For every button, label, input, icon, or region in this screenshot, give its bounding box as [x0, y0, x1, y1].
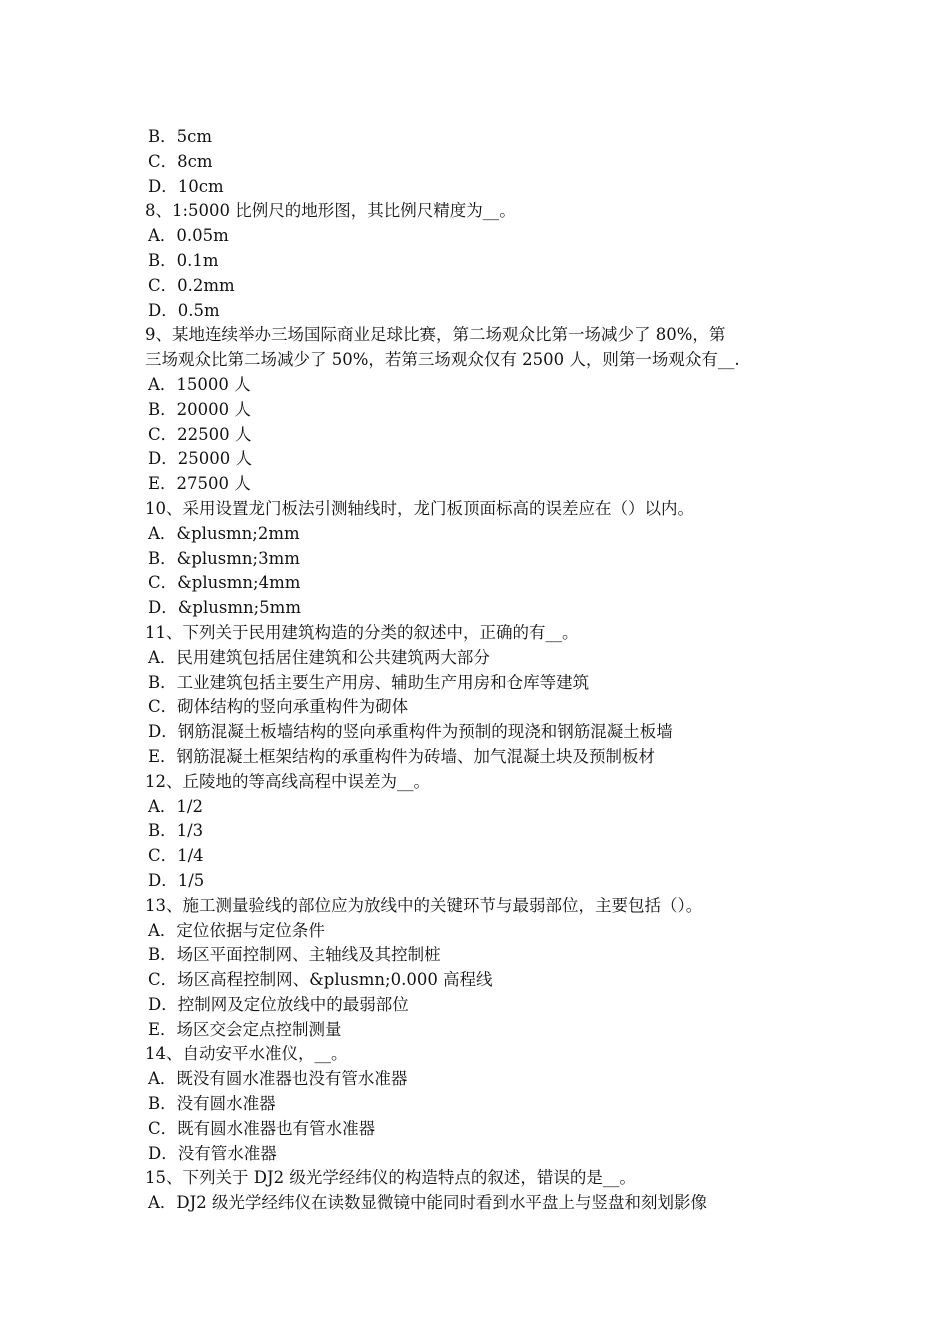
answer-option: A．1/2	[148, 796, 203, 816]
answer-option: B．0.1m	[148, 250, 219, 270]
answer-option: B．没有圆水准器	[148, 1094, 276, 1114]
answer-option: A．0.05m	[148, 226, 229, 246]
question-text: 8、1:5000 比例尺的地形图，其比例尺精度为__。	[145, 201, 516, 221]
answer-option: D．没有管水准器	[148, 1143, 277, 1163]
answer-option: A．既没有圆水准器也没有管水准器	[148, 1069, 408, 1089]
answer-option: D．25000 人	[148, 449, 252, 469]
answer-option: C．场区高程控制网、&plusmn;0.000 高程线	[148, 970, 493, 990]
answer-option: C．1/4	[148, 846, 204, 866]
question-text: 12、丘陵地的等高线高程中误差为__。	[145, 771, 430, 791]
answer-option: D．&plusmn;5mm	[148, 598, 301, 618]
answer-option: C．&plusmn;4mm	[148, 573, 301, 593]
answer-option: C．22500 人	[148, 424, 252, 444]
answer-option: D．1/5	[148, 870, 205, 890]
answer-option: A．民用建筑包括居住建筑和公共建筑两大部分	[148, 647, 490, 667]
answer-option: A．15000 人	[148, 374, 251, 394]
answer-option: C．0.2mm	[148, 275, 235, 295]
answer-option: D．控制网及定位放线中的最弱部位	[148, 994, 409, 1014]
question-text: 9、某地连续举办三场国际商业足球比赛，第二场观众比第一场减少了 80%，第	[145, 325, 726, 345]
question-text: 13、施工测量验线的部位应为放线中的关键环节与最弱部位，主要包括（）。	[145, 895, 703, 915]
answer-option: E．钢筋混凝土框架结构的承重构件为砖墙、加气混凝土块及预制板材	[148, 746, 656, 766]
answer-option: B．5cm	[148, 127, 213, 146]
answer-option: B．场区平面控制网、主轴线及其控制桩	[148, 945, 441, 965]
answer-option: D．0.5m	[148, 300, 220, 320]
answer-option: C．砌体结构的竖向承重构件为砌体	[148, 697, 409, 717]
question-text: 10、采用设置龙门板法引测轴线时，龙门板顶面标高的误差应在（）以内。	[145, 498, 694, 518]
answer-option: E．27500 人	[148, 474, 251, 494]
answer-option: C．既有圆水准器也有管水准器	[148, 1118, 376, 1138]
answer-option: B．20000 人	[148, 399, 251, 419]
answer-option: E．场区交会定点控制测量	[148, 1019, 342, 1039]
answer-option: B．1/3	[148, 821, 204, 841]
answer-option: A．&plusmn;2mm	[148, 523, 300, 543]
answer-option: B．&plusmn;3mm	[148, 548, 300, 568]
answer-option: D．钢筋混凝土板墙结构的竖向承重构件为预制的现浇和钢筋混凝土板墙	[148, 722, 673, 742]
answer-option: D．10cm	[148, 176, 224, 196]
answer-option: A．定位依据与定位条件	[148, 920, 325, 940]
answer-option: A．DJ2 级光学经纬仪在读数显微镜中能同时看到水平盘上与竖盘和刻划影像	[148, 1193, 708, 1213]
question-text: 15、下列关于 DJ2 级光学经纬仪的构造特点的叙述，错误的是__。	[145, 1168, 636, 1188]
document-page	[145, 125, 825, 1216]
answer-option: C．8cm	[148, 151, 213, 171]
question-text: 14、自动安平水准仪，__。	[145, 1044, 348, 1064]
question-text: 三场观众比第二场减少了 50%，若第三场观众仅有 2500 人，则第一场观众有__.	[145, 350, 740, 370]
question-text: 11、下列关于民用建筑构造的分类的叙述中，正确的有__。	[145, 622, 579, 642]
answer-option: B．工业建筑包括主要生产用房、辅助生产用房和仓库等建筑	[148, 672, 590, 692]
